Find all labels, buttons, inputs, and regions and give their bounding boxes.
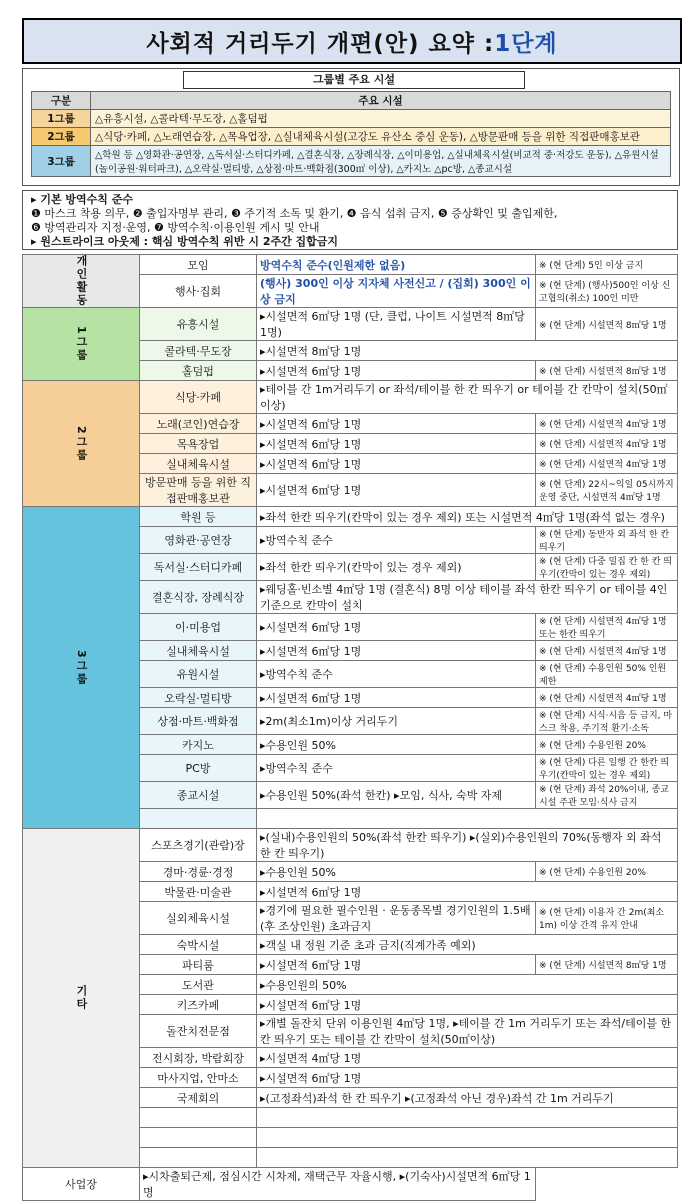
current-stage-note: ※ (현 단계) 동반자 외 좌석 한 칸 띄우기: [536, 527, 678, 554]
group-cell: 1그룹: [23, 308, 140, 381]
current-stage-note: ※ (현 단계) 5인 이상 금지: [536, 255, 678, 275]
current-stage-note: ※ (현 단계) 시설면적 4㎡당 1명: [536, 641, 678, 661]
rule-cell: ▸시설면적 6㎡당 1명: [257, 995, 678, 1015]
title-stage: 1단계: [494, 30, 558, 57]
facility-cell: 실외체육시설: [140, 902, 257, 935]
rule-cell: ▸시설면적 6㎡당 1명: [257, 454, 536, 474]
group-3-facilities: △학원 등 △영화관·공연장, △독서실·스터디카페, △결혼식장, △장례식장, △이미용업, △실내체육시설(비교적 중·저강도 운동), △유원시설(놀이공원·워터파크), △오락실·멀티방, △상점·마트·백화점(300㎡ 이상), △카지노 △pc방, △종교시설: [91, 146, 671, 177]
rule-cell: ▸방역수칙 준수: [257, 527, 536, 554]
rule-cell: ▸좌석 한칸 띄우기(칸막이 있는 경우 제외): [257, 554, 536, 581]
facility-cell: 식당·카페: [140, 381, 257, 414]
table-row: [23, 829, 678, 862]
facility-cell: 모임: [140, 255, 257, 275]
group-cell: 2그룹: [23, 381, 140, 507]
rule-cell: ▸(실내)수용인원의 50%(좌석 한칸 띄우기) ▸(실외)수용인원의 70%(동행자 외 좌석 한 칸 띄우기): [257, 829, 678, 862]
rule-cell: ▸시설면적 6㎡당 1명: [257, 1068, 678, 1088]
current-stage-note: ※ (현 단계) 시설면적 8㎡당 1명: [536, 955, 678, 975]
current-stage-note: ※ (현 단계) 좌석 20%이내, 종교시설 주관 모임·식사 금지: [536, 782, 678, 809]
current-stage-note: ※ (현 단계) 다중 밀집 칸 한 칸 띄우기(칸막이 있는 경우 제외): [536, 554, 678, 581]
facility-cell: 파티룸: [140, 955, 257, 975]
group-2-facilities: △식당·카페, △노래연습장, △목욕업장, △실내체육시설(고강도 유산소 중심 운동), △방문판매 등을 위한 직접판매홍보관: [91, 128, 671, 146]
rule-cell: ▸개별 돌잔치 단위 이용인원 4㎡당 1명, ▸테이블 간 1m 거리두기 또는 좌석/테이블 한칸 띄우기 또는 테이블 간 칸막이 설치(50㎡이상): [257, 1015, 678, 1048]
title-main: 사회적 거리두기 개편(안) 요약 :: [146, 30, 495, 57]
rule-cell: ▸시설면적 6㎡당 1명: [257, 955, 536, 975]
facility-cell: 숙박시설: [140, 935, 257, 955]
facility-cell: 경마·경륜·경정: [140, 862, 257, 882]
rule-cell: ▸시차출퇴근제, 점심시간 시차제, 재택근무 자율시행, ▸(기숙사)시설면적 6㎡당 1명: [140, 1168, 536, 1201]
facility-cell: 학원 등: [140, 507, 257, 527]
facility-cell: 상점·마트·백화점: [140, 708, 257, 735]
facility-cell: 실내체육시설: [140, 454, 257, 474]
group-1-facilities: △유흥시설, △콜라텍·무도장, △홀덤펍: [91, 110, 671, 128]
facility-cell: 도서관: [140, 975, 257, 995]
facility-cell: 오락실·멀티방: [140, 688, 257, 708]
current-stage-note: ※ (현 단계) 시설면적 4㎡당 1명: [536, 434, 678, 454]
group-table: [31, 91, 671, 177]
facility-cell: [140, 1148, 257, 1168]
facility-cell: 전시회장, 박람회장: [140, 1048, 257, 1068]
current-stage-note: ※ (현 단계) 22시~익일 05시까지 운영 중단, 시설면적 4㎡당 1명: [536, 474, 678, 507]
rule-cell: ▸시설면적 6㎡당 1명: [257, 361, 536, 381]
current-stage-note: ※ (현 단계) 시설면적 4㎡당 1명: [536, 414, 678, 434]
facility-cell: 유흥시설: [140, 308, 257, 341]
current-stage-note: ※ (현 단계) 다른 일행 간 한칸 띄우기(칸막이 있는 경우 제외): [536, 755, 678, 782]
facility-cell: 결혼식장, 장례식장: [140, 581, 257, 614]
rule-cell: ▸테이블 간 1m거리두기 or 좌석/테이블 한 칸 띄우기 or 테이블 간 칸막이 설치(50㎡ 이상): [257, 381, 678, 414]
rule-cell: ▸시설면적 6㎡당 1명: [257, 414, 536, 434]
group-summary-box: [22, 68, 680, 186]
rule-cell: ▸수용인원 50%: [257, 735, 536, 755]
current-stage-note: ※ (현 단계) 시설면적 4㎡당 1명: [536, 454, 678, 474]
facility-cell: 실내체육시설: [140, 641, 257, 661]
table-row: [23, 1168, 678, 1201]
current-stage-note: ※ (현 단계) (행사)500인 이상 신고협의(취소) 100인 미만: [536, 275, 678, 308]
rule-cell: [257, 1148, 678, 1168]
group-cell: 3그룹: [23, 507, 140, 829]
current-stage-note: ※ (현 단계) 수용인원 20%: [536, 735, 678, 755]
current-stage-note: ※ (현 단계) 시설면적 8㎡당 1명: [536, 361, 678, 381]
rule-cell: ▸시설면적 6㎡당 1명: [257, 688, 536, 708]
facility-cell: [140, 1108, 257, 1128]
facility-cell: 카지노: [140, 735, 257, 755]
facility-cell: 유원시설: [140, 661, 257, 688]
facility-cell: 마사지업, 안마소: [140, 1068, 257, 1088]
rule-cell: ▸(고정좌석)좌석 한 칸 띄우기 ▸(고정좌석 아닌 경우)좌석 간 1m 거리두기: [257, 1088, 678, 1108]
table-row: [23, 308, 678, 341]
group-cell: 기타: [23, 829, 140, 1168]
group-cell: 개인활동: [23, 255, 140, 308]
rule-cell: ▸시설면적 6㎡당 1명: [257, 641, 536, 661]
rules-table: [22, 254, 678, 1201]
facility-cell: 영화관·공연장: [140, 527, 257, 554]
current-stage-note: ※ (현 단계) 수용인원 20%: [536, 862, 678, 882]
group-2-label: 2그룹: [32, 128, 91, 146]
basic-rules-title: ▸ 기본 방역수칙 준수: [31, 193, 134, 206]
group-1-label: 1그룹: [32, 110, 91, 128]
table-row: [23, 255, 678, 275]
rule-cell: 방역수칙 준수(인원제한 없음): [257, 255, 536, 275]
current-stage-note: ※ (현 단계) 수용인원 50% 인원제한: [536, 661, 678, 688]
rule-cell: ▸좌석 한칸 띄우기(칸막이 있는 경우 제외) 또는 시설면적 4㎡당 1명(좌석 없는 경우): [257, 507, 678, 527]
facility-cell: 독서실·스터디카페: [140, 554, 257, 581]
facility-cell: 방문판매 등을 위한 직접판매홍보관: [140, 474, 257, 507]
rule-cell: ▸수용인원의 50%: [257, 975, 678, 995]
rule-cell: ▸경기에 필요한 필수인원 · 운동종목별 경기인원의 1.5배(후 조상인원) 초과금지: [257, 902, 536, 935]
rule-cell: ▸방역수칙 준수: [257, 661, 536, 688]
rule-cell: (행사) 300인 이상 지자체 사전신고 / (집회) 300인 이상 금지: [257, 275, 536, 308]
current-stage-note: ※ (현 단계) 이용자 간 2m(최소1m) 이상 간격 유지 안내: [536, 902, 678, 935]
current-stage-note: ※ (현 단계) 시설면적 4㎡당 1명 또는 한칸 띄우기: [536, 614, 678, 641]
rule-cell: ▸수용인원 50%(좌석 한칸) ▸모임, 식사, 숙박 자제: [257, 782, 536, 809]
basic-rules-box: [22, 190, 678, 250]
rule-cell: ▸2m(최소1m)이상 거리두기: [257, 708, 536, 735]
facility-cell: 사업장: [23, 1168, 140, 1201]
rule-cell: ▸방역수칙 준수: [257, 755, 536, 782]
rule-cell: ▸시설면적 6㎡당 1명: [257, 434, 536, 454]
rule-cell: ▸시설면적 6㎡당 1명: [257, 614, 536, 641]
facility-cell: 콜라텍·무도장: [140, 341, 257, 361]
rule-cell: ▸시설면적 6㎡당 1명: [257, 882, 678, 902]
facility-cell: 박물관·미술관: [140, 882, 257, 902]
rule-cell: [257, 1128, 678, 1148]
current-stage-note: ※ (현 단계) 시설면적 4㎡당 1명: [536, 688, 678, 708]
facility-cell: 국제회의: [140, 1088, 257, 1108]
page-title: [22, 18, 682, 64]
facility-cell: 키즈카페: [140, 995, 257, 1015]
facility-cell: 목욕장업: [140, 434, 257, 454]
rule-cell: ▸시설면적 6㎡당 1명: [257, 474, 536, 507]
group-summary-header: 그룹별 주요 시설: [183, 71, 525, 89]
current-stage-note: ※ (현 단계) 시설면적 8㎡당 1명: [536, 308, 678, 341]
facility-cell: 스포츠경기(관람)장: [140, 829, 257, 862]
rule-cell: [257, 809, 678, 829]
facility-cell: 노래(코인)연습장: [140, 414, 257, 434]
facility-cell: 돌잔치전문점: [140, 1015, 257, 1048]
facility-cell: PC방: [140, 755, 257, 782]
basic-rules-line-2: ❻ 방역관리자 지정·운영, ❼ 방역수칙·이용인원 게시 및 안내: [31, 221, 320, 234]
group-3-label: 3그룹: [32, 146, 91, 177]
table-row: [23, 381, 678, 414]
one-strike-rule: ▸ 원스트라이크 아웃제 : 핵심 방역수칙 위반 시 2주간 집합금지: [31, 235, 339, 248]
rule-cell: ▸시설면적 8㎡당 1명: [257, 341, 678, 361]
facility-cell: 홀덤펍: [140, 361, 257, 381]
rule-cell: ▸웨딩홀·빈소별 4㎡당 1명 (결혼식) 8명 이상 테이블 좌석 한칸 띄우기 or 테이블 4인 기준으로 칸막이 설치: [257, 581, 678, 614]
col-category: 구분: [32, 92, 91, 110]
facility-cell: 행사·집회: [140, 275, 257, 308]
facility-cell: [140, 809, 257, 829]
rule-cell: ▸수용인원 50%: [257, 862, 536, 882]
rule-cell: [257, 1108, 678, 1128]
facility-cell: 종교시설: [140, 782, 257, 809]
rule-cell: ▸시설면적 6㎡당 1명 (단, 클럽, 나이트 시설면적 8㎡당 1명): [257, 308, 536, 341]
current-stage-note: ※ (현 단계) 시식·시음 등 금지, 마스크 착용, 주기적 환기·소독: [536, 708, 678, 735]
rule-cell: ▸객실 내 정원 기준 초과 금지(직계가족 예외): [257, 935, 678, 955]
facility-cell: [140, 1128, 257, 1148]
table-row: [23, 507, 678, 527]
col-facilities: 주요 시설: [91, 92, 671, 110]
facility-cell: 이·미용업: [140, 614, 257, 641]
basic-rules-line-1: ❶ 마스크 착용 의무, ❷ 출입자명부 관리, ❸ 주기적 소독 및 환기, ❹ 음식 섭취 금지, ❺ 증상확인 및 출입제한,: [31, 207, 558, 220]
rule-cell: ▸시설면적 4㎡당 1명: [257, 1048, 678, 1068]
